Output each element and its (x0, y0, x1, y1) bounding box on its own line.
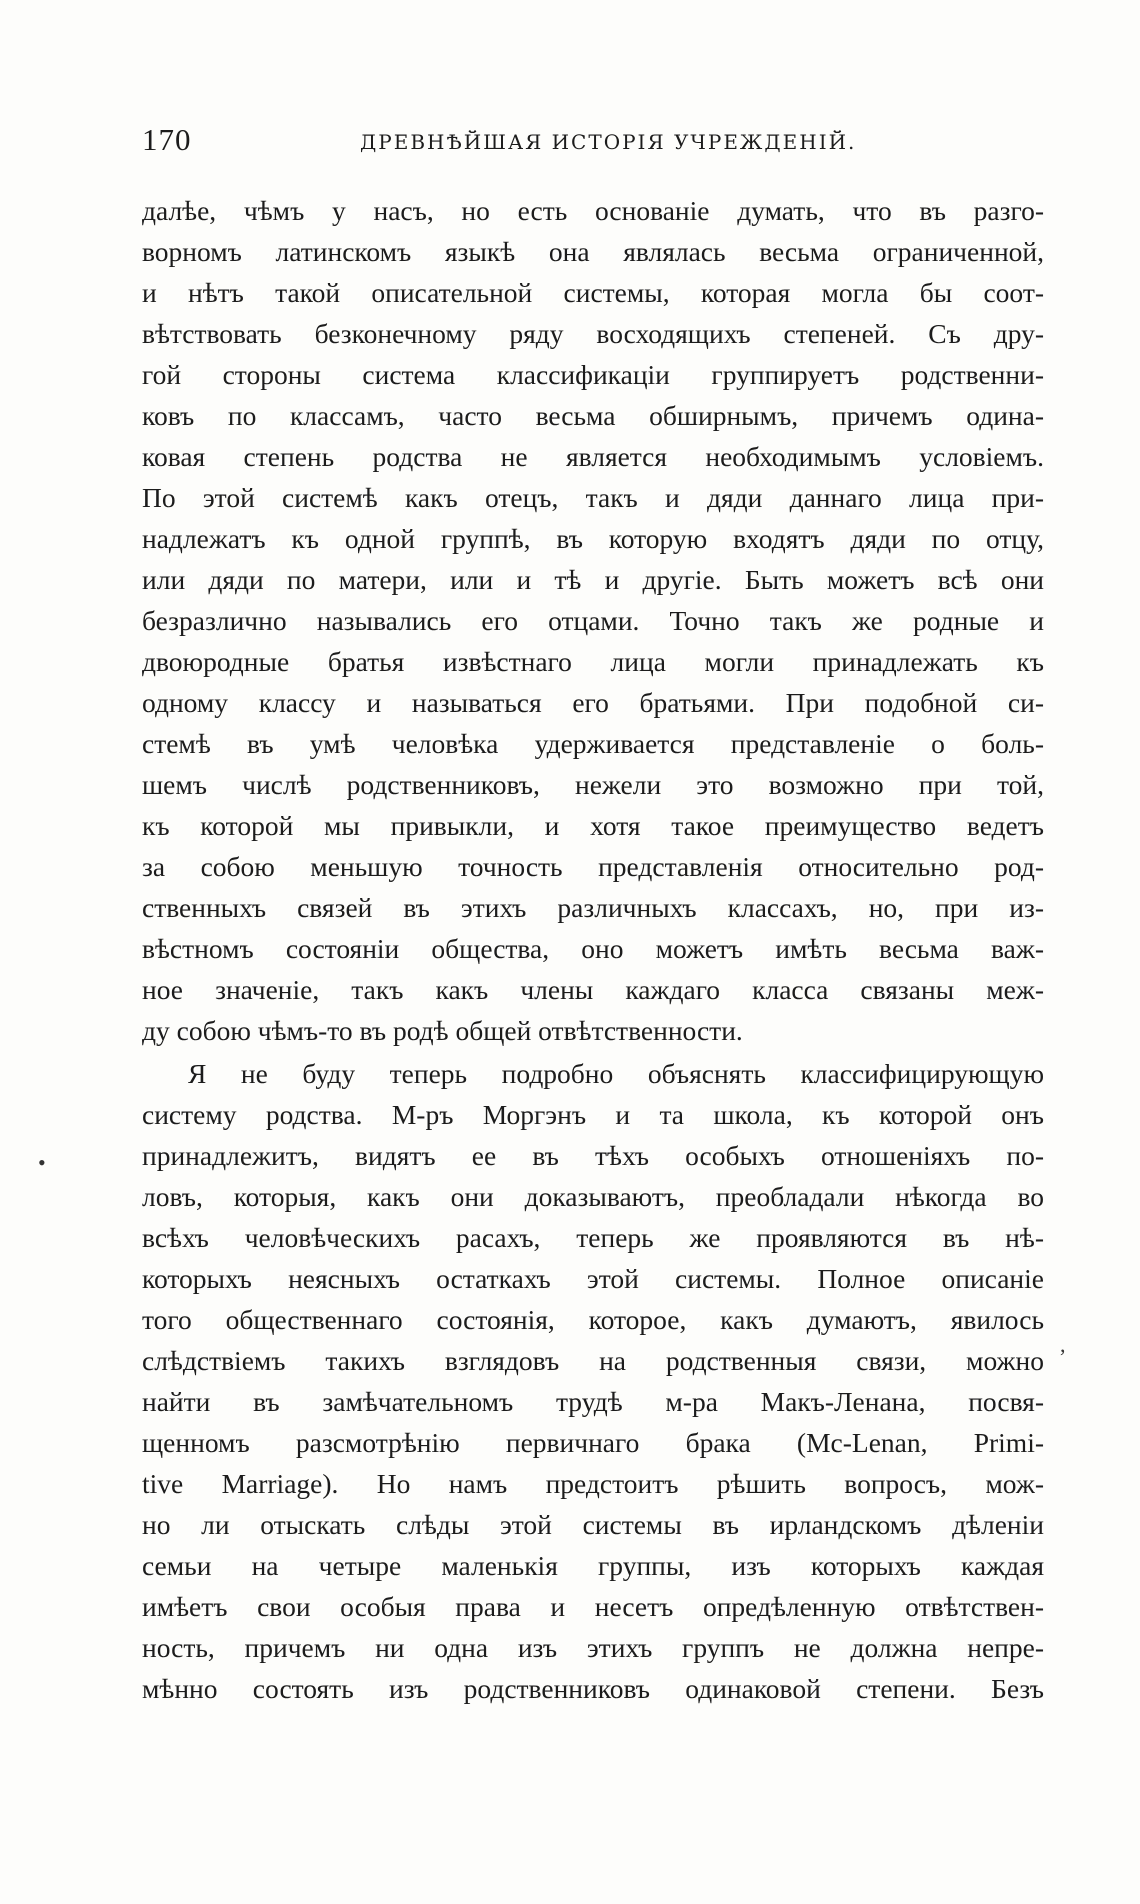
text-line: ковая степень родства не является необходимымъ условіемъ. (142, 441, 1044, 472)
text-line: принадлежитъ, видятъ ее въ тѣхъ особыхъ отношеніяхъ по- (142, 1140, 1044, 1171)
text-line: но ли отыскать слѣды этой системы въ ирландскомъ дѣленіи (142, 1509, 1044, 1540)
text-line: По этой системѣ какъ отецъ, такъ и дяди даннаго лица при- (142, 482, 1044, 513)
text-line: Я не буду теперь подробно объяснять классифицирующую (188, 1058, 1044, 1089)
text-line: вѣтствовать безконечному ряду восходящихъ степеней. Съ дру- (142, 318, 1044, 349)
text-line: ственныхъ связей въ этихъ различныхъ классахъ, но, при из- (142, 892, 1044, 923)
page-number: 170 (142, 122, 192, 157)
text-line: того общественнаго состоянія, которое, какъ думаютъ, явилось (142, 1304, 1044, 1335)
text-line: семьи на четыре маленькія группы, изъ которыхъ каждая (142, 1550, 1044, 1581)
margin-dot-mark: • (38, 1150, 46, 1175)
text-line: ду собою чѣмъ-то въ родѣ общей отвѣтственности. (142, 1015, 743, 1046)
text-line: систему родства. М-ръ Моргэнъ и та школа, къ которой онъ (142, 1099, 1044, 1130)
text-line: за собою меньшую точность представленія относительно род- (142, 851, 1044, 882)
text-line: вѣстномъ состояніи общества, оно можетъ имѣть весьма важ- (142, 933, 1044, 964)
text-line: слѣдствіемъ такихъ взглядовъ на родственныя связи, можно (142, 1345, 1044, 1376)
text-line: надлежатъ къ одной группѣ, въ которую входятъ дяди по отцу, (142, 523, 1044, 554)
text-line: двоюродные братья извѣстнаго лица могли принадлежать къ (142, 646, 1044, 677)
text-line: ворномъ латинскомъ языкѣ она являлась весьма ограниченной, (142, 236, 1044, 267)
text-line: къ которой мы привыкли, и хотя такое преимущество ведетъ (142, 810, 1044, 841)
body-text (142, 190, 1044, 1709)
text-line: гой стороны система классификаціи группируетъ родственни- (142, 359, 1044, 390)
text-line: которыхъ неясныхъ остаткахъ этой системы. Полное описаніе (142, 1263, 1044, 1294)
text-line: ловъ, которыя, какъ они доказываютъ, преобладали нѣкогда во (142, 1181, 1044, 1212)
text-line: ное значеніе, такъ какъ члены каждаго класса связаны меж- (142, 974, 1044, 1005)
text-line: всѣхъ человѣческихъ расахъ, теперь же проявляются въ нѣ- (142, 1222, 1044, 1253)
text-line: и нѣтъ такой описательной системы, которая могла бы соот- (142, 277, 1044, 308)
text-line: одному классу и называться его братьями. При подобной си- (142, 687, 1044, 718)
text-line: ковъ по классамъ, часто весьма обширнымъ, причемъ одина- (142, 400, 1044, 431)
text-line: шемъ числѣ родственниковъ, нежели это возможно при той, (142, 769, 1044, 800)
text-line: щенномъ разсмотрѣнію первичнаго брака (Mc-Lenan, Primi- (142, 1427, 1044, 1458)
text-line: далѣе, чѣмъ у насъ, но есть основаніе думать, что въ разго- (142, 195, 1044, 226)
text-line: ность, причемъ ни одна изъ этихъ группъ не должна непре- (142, 1632, 1044, 1663)
text-line: имѣетъ свои особыя права и несетъ опредѣленную отвѣтствен- (142, 1591, 1044, 1622)
text-line: безразлично назывались его отцами. Точно такъ же родные и (142, 605, 1044, 636)
text-line: tive Marriage). Но намъ предстоитъ рѣшить вопросъ, мож- (142, 1468, 1044, 1499)
text-line: мѣнно состоять изъ родственниковъ одинаковой степени. Безъ (142, 1673, 1044, 1704)
text-line: найти въ замѣчательномъ трудѣ м-ра Макъ-Ленана, посвя- (142, 1386, 1044, 1417)
margin-comma-mark: , (1060, 1332, 1066, 1357)
text-line: или дяди по матери, или и тѣ и другіе. Быть можетъ всѣ они (142, 564, 1044, 595)
page-header (142, 122, 1044, 162)
text-line: стемѣ въ умѣ человѣка удерживается представленіе о боль- (142, 728, 1044, 759)
running-title: ДРЕВНѢЙШАЯ ИСТОРІЯ УЧРЕЖДЕНІЙ. (360, 130, 857, 154)
